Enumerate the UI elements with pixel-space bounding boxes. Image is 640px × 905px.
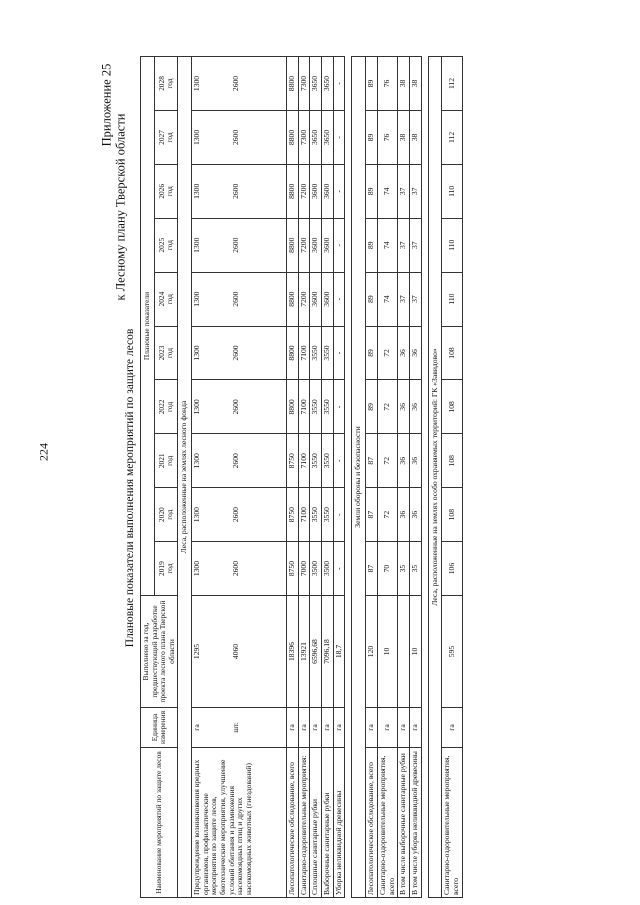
- value-cell: 110: [442, 164, 462, 218]
- value-cell: 3600: [310, 218, 322, 272]
- year-header: [154, 272, 177, 326]
- value-primary: 1300: [191, 291, 201, 307]
- section-header-row: [428, 57, 442, 898]
- document-title: Плановые показатели выполнения мероприятий по защите лесов: [124, 328, 136, 648]
- page-number: 224: [36, 443, 51, 461]
- row-unit: га: [310, 708, 322, 748]
- row-name: Лесопатологическое обследование, всего: [286, 748, 298, 898]
- year-header: [154, 542, 177, 596]
- year-label: год: [164, 563, 174, 574]
- year-value: 2020: [156, 507, 166, 523]
- row-prev: 10: [409, 596, 421, 708]
- value-cell: 36: [409, 488, 421, 542]
- value-cell: 8750: [286, 434, 298, 488]
- value-cell: 3550: [310, 380, 322, 434]
- value-cell: 3600: [321, 218, 333, 272]
- value-cell: 36: [398, 380, 410, 434]
- row-unit: га: [398, 708, 410, 748]
- year-label: год: [164, 347, 174, 359]
- table-body: [178, 57, 463, 898]
- year-value: 2025: [156, 237, 166, 253]
- value-cell: 7200: [298, 218, 310, 272]
- year-label: год: [164, 401, 174, 412]
- year-value: 2027: [156, 130, 166, 145]
- row-unit: га: [321, 708, 333, 748]
- section-title: Леса, расположенные на землях лесного фонда: [178, 57, 192, 898]
- year-value: 2026: [156, 183, 166, 199]
- value-cell: -: [333, 434, 345, 488]
- prev-primary: 1295: [191, 643, 201, 660]
- year-value: 2021: [156, 453, 166, 469]
- year-value: 2019: [156, 561, 166, 576]
- value-cell: 3600: [321, 164, 333, 218]
- value-cell: 37: [398, 218, 410, 272]
- value-secondary: 2600: [230, 560, 240, 577]
- value-cell: 7200: [298, 272, 310, 326]
- year-value: 2022: [156, 399, 166, 415]
- value-cell: -: [333, 488, 345, 542]
- value-cell: 37: [398, 272, 410, 326]
- appendix-subtitle: к Лесному плану Тверской области: [113, 113, 128, 301]
- year-header: [154, 218, 177, 272]
- table-row: [191, 57, 286, 898]
- value-cell: 37: [409, 272, 421, 326]
- value-cell: 7300: [298, 110, 310, 164]
- spacer-cell: [345, 57, 352, 898]
- value-cell: 89: [366, 164, 378, 218]
- value-secondary: 2600: [230, 237, 240, 253]
- row-name: Санитарно-оздоровительные мероприятия, всего: [377, 748, 397, 898]
- section-header-row: [352, 57, 366, 898]
- row-name: Санитарно-оздоровительные мероприятия, всего: [442, 748, 462, 898]
- value-cell: -: [333, 218, 345, 272]
- year-value: 2023: [156, 345, 166, 361]
- value-cell: 3550: [310, 488, 322, 542]
- value-cell: 3600: [310, 164, 322, 218]
- appendix-title: Приложение 25: [99, 63, 114, 147]
- year-label: год: [164, 132, 174, 143]
- value-cell: 38: [398, 57, 410, 111]
- row-name: В том числе уборка неликвидной древесины: [409, 748, 421, 898]
- value-primary: 1300: [191, 560, 201, 577]
- spacer-row: [421, 57, 428, 898]
- value-cell: 87: [366, 488, 378, 542]
- value-cell: 3650: [310, 57, 322, 111]
- value-cell: 3500: [321, 542, 333, 596]
- row-prev: 7096,18: [321, 596, 333, 708]
- value-secondary: 2600: [230, 75, 240, 92]
- value-cell: 89: [366, 110, 378, 164]
- row-name: Санитарно-оздоровительные мероприятия:: [298, 748, 310, 898]
- value-cell: -: [333, 57, 345, 111]
- value-primary: 1300: [191, 345, 201, 361]
- value-secondary: 2600: [230, 291, 240, 307]
- year-header: [154, 326, 177, 380]
- row-prev: [191, 596, 286, 708]
- value-cell: [191, 110, 286, 164]
- value-cell: 108: [442, 326, 462, 380]
- row-prev: 6596,68: [310, 596, 322, 708]
- value-secondary: 2600: [230, 129, 240, 146]
- value-cell: 38: [409, 57, 421, 111]
- value-cell: 7100: [298, 488, 310, 542]
- value-secondary: 2600: [230, 183, 240, 199]
- value-cell: 36: [398, 326, 410, 380]
- value-cell: 76: [377, 110, 397, 164]
- value-primary: 1300: [191, 453, 201, 469]
- value-cell: 8800: [286, 380, 298, 434]
- value-cell: 110: [442, 272, 462, 326]
- value-cell: 7200: [298, 164, 310, 218]
- value-cell: -: [333, 164, 345, 218]
- header-unit: Единица измерения: [141, 708, 178, 748]
- table-row: [398, 57, 410, 898]
- row-unit: га: [366, 708, 378, 748]
- table-row: [286, 57, 298, 898]
- value-cell: 38: [409, 110, 421, 164]
- section-title: Земли обороны и безопасности: [352, 57, 366, 898]
- year-header: [154, 380, 177, 434]
- value-cell: 72: [377, 326, 397, 380]
- value-cell: 35: [409, 542, 421, 596]
- value-cell: 3550: [321, 488, 333, 542]
- value-cell: 36: [409, 380, 421, 434]
- row-name: Предупреждение возникновения вредных организмов, профилактические мероприятия по защите лесов, биотехнические мероприятия, улучшение условий обитания и размножения насекомоядных птиц и других насекомоядных животных (гнездований): [191, 748, 286, 898]
- value-cell: 76: [377, 57, 397, 111]
- value-cell: 3550: [321, 326, 333, 380]
- value-cell: 8800: [286, 218, 298, 272]
- value-cell: 3650: [321, 110, 333, 164]
- value-cell: 3650: [321, 57, 333, 111]
- value-cell: 7100: [298, 326, 310, 380]
- row-name: Уборка неликвидной древесины: [333, 748, 345, 898]
- row-prev: [398, 596, 410, 708]
- value-cell: 36: [409, 434, 421, 488]
- row-unit: га: [409, 708, 421, 748]
- spacer-row: [345, 57, 352, 898]
- value-cell: 89: [366, 218, 378, 272]
- value-cell: 8800: [286, 110, 298, 164]
- value-cell: 70: [377, 542, 397, 596]
- value-cell: 87: [366, 434, 378, 488]
- value-secondary: 2600: [230, 453, 240, 469]
- year-label: год: [164, 294, 174, 305]
- header-prev: Выполнено за год, предшествующий разработке проекта лесного плана Тверской области: [141, 596, 178, 708]
- value-cell: [191, 272, 286, 326]
- year-header: [154, 164, 177, 218]
- spacer-cell: [421, 57, 428, 898]
- value-cell: 7000: [298, 542, 310, 596]
- value-primary: 1300: [191, 183, 201, 199]
- table-row: [366, 57, 378, 898]
- value-cell: 3550: [310, 434, 322, 488]
- value-secondary: 2600: [230, 507, 240, 523]
- row-prev: 595: [442, 596, 462, 708]
- value-cell: -: [333, 380, 345, 434]
- row-prev: 18,7: [333, 596, 345, 708]
- value-primary: 1300: [191, 237, 201, 253]
- value-cell: 3550: [310, 326, 322, 380]
- value-cell: -: [333, 110, 345, 164]
- table-row: [321, 57, 333, 898]
- value-cell: 74: [377, 272, 397, 326]
- value-cell: 36: [398, 488, 410, 542]
- value-cell: 38: [398, 110, 410, 164]
- table-row: [409, 57, 421, 898]
- row-unit: га: [286, 708, 298, 748]
- value-cell: [191, 434, 286, 488]
- value-cell: 8750: [286, 488, 298, 542]
- row-prev: 10: [377, 596, 397, 708]
- value-cell: [191, 57, 286, 111]
- row-unit: га: [442, 708, 462, 748]
- year-label: год: [164, 455, 174, 466]
- value-cell: [191, 218, 286, 272]
- value-cell: 3600: [321, 272, 333, 326]
- value-cell: 36: [398, 434, 410, 488]
- row-unit: га: [333, 708, 345, 748]
- value-cell: 89: [366, 380, 378, 434]
- value-cell: 37: [409, 218, 421, 272]
- value-cell: 112: [442, 110, 462, 164]
- value-cell: 7300: [298, 57, 310, 111]
- value-cell: 3600: [310, 272, 322, 326]
- value-cell: 35: [398, 542, 410, 596]
- value-cell: 37: [398, 164, 410, 218]
- table-row: [377, 57, 397, 898]
- value-cell: 87: [366, 542, 378, 596]
- value-cell: 3500: [310, 542, 322, 596]
- year-header: [154, 434, 177, 488]
- row-name: В том числе выборочные санитарные рубки: [398, 748, 410, 898]
- row-prev: 120: [366, 596, 378, 708]
- value-cell: -: [333, 326, 345, 380]
- header-plan: Плановые показатели: [141, 57, 155, 596]
- value-cell: 72: [377, 434, 397, 488]
- value-cell: 8800: [286, 272, 298, 326]
- value-secondary: 2600: [230, 399, 240, 415]
- value-cell: 8800: [286, 326, 298, 380]
- year-header: [154, 488, 177, 542]
- value-cell: 106: [442, 542, 462, 596]
- year-label: год: [164, 509, 174, 520]
- section-header-row: [178, 57, 192, 898]
- table-row: [442, 57, 462, 898]
- value-cell: 8750: [286, 542, 298, 596]
- unit-secondary: шт.: [230, 722, 240, 733]
- table-row: [310, 57, 322, 898]
- value-cell: [191, 542, 286, 596]
- year-label: год: [164, 78, 174, 89]
- value-cell: -: [333, 542, 345, 596]
- value-cell: 89: [366, 57, 378, 111]
- value-cell: 108: [442, 380, 462, 434]
- value-cell: [191, 488, 286, 542]
- value-primary: 1300: [191, 129, 201, 146]
- value-cell: 89: [366, 272, 378, 326]
- value-cell: -: [333, 272, 345, 326]
- year-value: 2024: [156, 291, 166, 307]
- row-name: Сплошные санитарные рубки: [310, 748, 322, 898]
- value-cell: 7100: [298, 380, 310, 434]
- rotated-table-area: [140, 56, 580, 898]
- value-cell: 72: [377, 488, 397, 542]
- value-cell: 36: [409, 326, 421, 380]
- value-cell: 72: [377, 380, 397, 434]
- value-cell: 74: [377, 218, 397, 272]
- plan-table: [140, 56, 463, 898]
- value-primary: 1300: [191, 75, 201, 92]
- year-label: год: [164, 186, 174, 197]
- row-unit: га: [298, 708, 310, 748]
- year-value: 2028: [156, 76, 166, 91]
- value-cell: 108: [442, 488, 462, 542]
- prev-secondary: 4060: [230, 643, 240, 660]
- value-cell: 3550: [321, 434, 333, 488]
- value-cell: 3650: [310, 110, 322, 164]
- value-cell: [191, 164, 286, 218]
- value-cell: 37: [409, 164, 421, 218]
- value-secondary: 2600: [230, 345, 240, 361]
- row-name: Лесопатологическое обследование, всего: [366, 748, 378, 898]
- row-unit: [191, 708, 286, 748]
- value-primary: 1300: [191, 507, 201, 523]
- value-cell: 8800: [286, 164, 298, 218]
- value-cell: [191, 326, 286, 380]
- value-cell: 8800: [286, 57, 298, 111]
- table-row: [298, 57, 310, 898]
- value-primary: 1300: [191, 399, 201, 415]
- unit-primary: га: [191, 724, 201, 731]
- table-row: [333, 57, 345, 898]
- row-prev: 13921: [298, 596, 310, 708]
- value-cell: 110: [442, 218, 462, 272]
- value-cell: [191, 380, 286, 434]
- header-name: Наименование мероприятий по защите лесов: [141, 748, 178, 898]
- value-cell: 108: [442, 434, 462, 488]
- value-cell: 7100: [298, 434, 310, 488]
- section-title: Леса, расположенные на землях особо охраняемых территорий: ГК «Завидово»: [428, 57, 442, 898]
- value-cell: 112: [442, 57, 462, 111]
- row-unit: га: [377, 708, 397, 748]
- value-cell: 89: [366, 326, 378, 380]
- row-prev: 18396: [286, 596, 298, 708]
- value-cell: 3550: [321, 380, 333, 434]
- year-header: [154, 110, 177, 164]
- value-cell: 74: [377, 164, 397, 218]
- year-label: год: [164, 240, 174, 251]
- year-header: [154, 57, 177, 111]
- row-name: Выборочные санитарные рубки: [321, 748, 333, 898]
